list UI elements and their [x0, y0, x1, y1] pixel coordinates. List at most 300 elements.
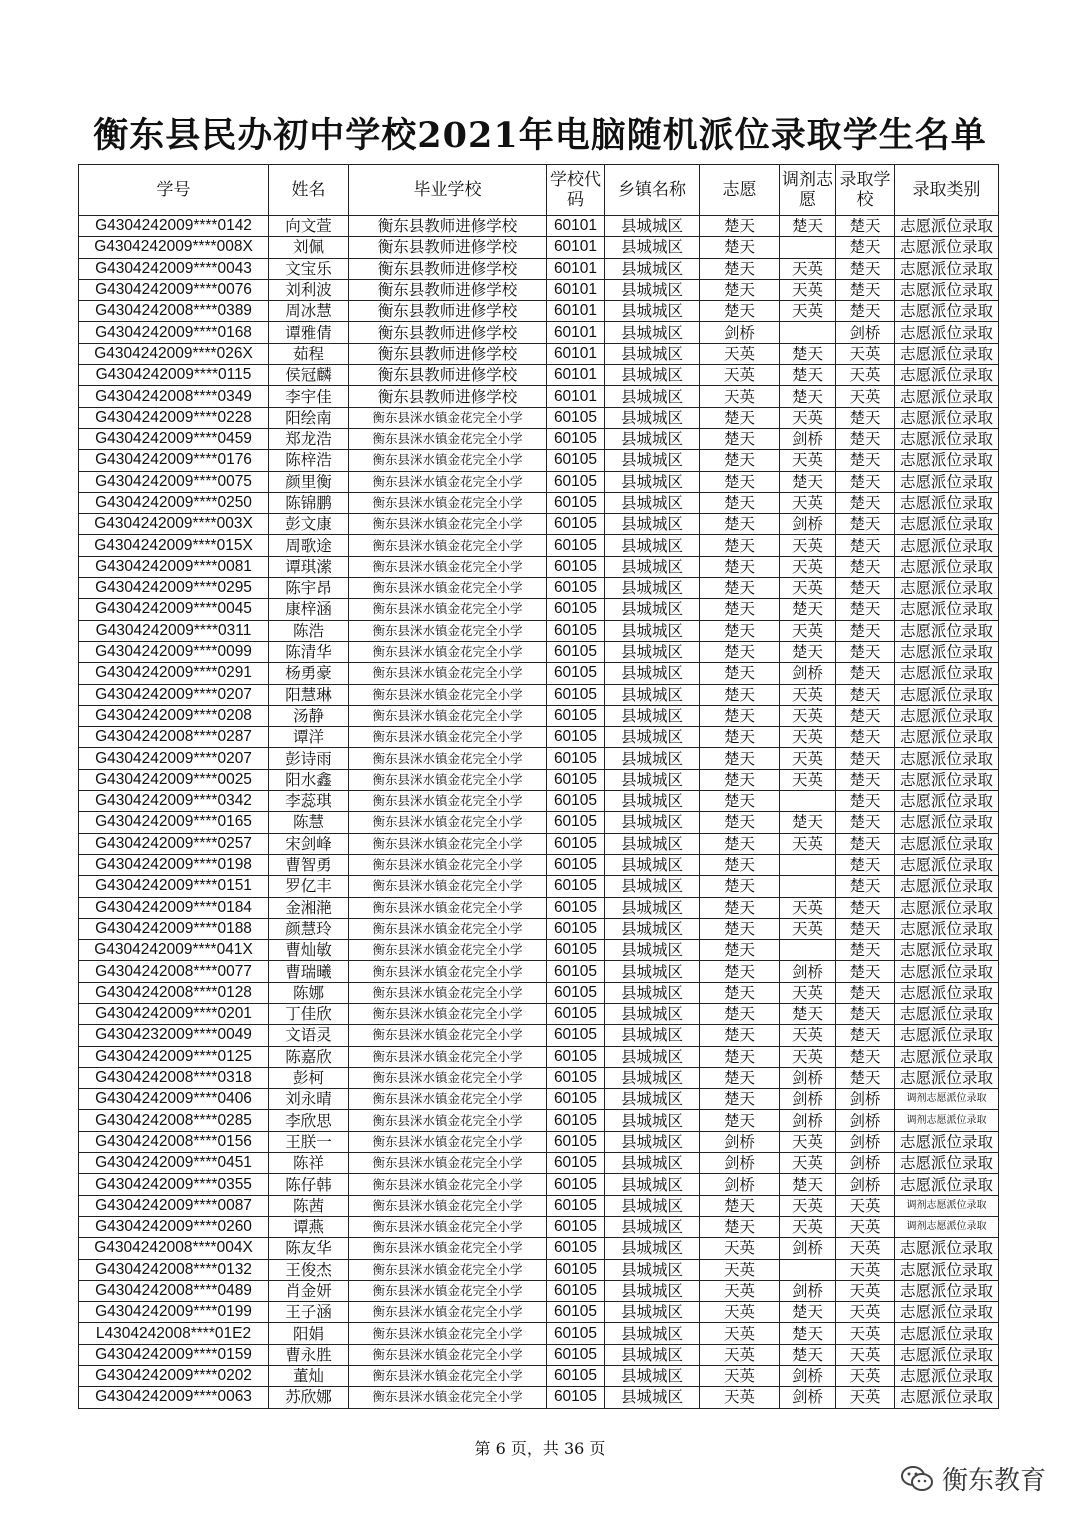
header-student-id: 学号 [79, 165, 269, 216]
cell-school-code: 60105 [547, 1131, 605, 1152]
cell-preference: 楚天 [700, 641, 780, 662]
cell-admission-category: 志愿派位录取 [895, 769, 999, 790]
cell-admission-category: 志愿派位录取 [895, 1280, 999, 1301]
table-row [79, 769, 999, 790]
cell-admission-category: 志愿派位录取 [895, 897, 999, 918]
cell-admission-category: 志愿派位录取 [895, 1174, 999, 1195]
cell-town: 县城城区 [605, 428, 700, 449]
cell-adjusted-preference: 楚天 [780, 641, 836, 662]
watermark [900, 1460, 1046, 1497]
cell-town: 县城城区 [605, 982, 700, 1003]
cell-admission-category: 志愿派位录取 [895, 428, 999, 449]
cell-preference: 天英 [700, 365, 780, 386]
table-row [79, 1110, 999, 1131]
cell-admitted-school: 剑桥 [836, 322, 895, 343]
cell-school-code: 60105 [547, 940, 605, 961]
cell-preference: 楚天 [700, 1110, 780, 1131]
watermark-text: 衡东教育 [941, 1466, 1046, 1496]
cell-preference: 楚天 [700, 854, 780, 875]
cell-admission-category: 志愿派位录取 [895, 492, 999, 513]
cell-admission-category: 志愿派位录取 [895, 1323, 999, 1344]
cell-name: 王俊杰 [269, 1259, 349, 1280]
cell-adjusted-preference: 天英 [780, 705, 836, 726]
cell-school-code: 60105 [547, 1387, 605, 1408]
cell-preference: 楚天 [700, 492, 780, 513]
cell-preference: 楚天 [700, 727, 780, 748]
cell-school-code: 60101 [547, 322, 605, 343]
cell-student-id: G4304242009****0207 [79, 684, 269, 705]
cell-town: 县城城区 [605, 237, 700, 258]
cell-town: 县城城区 [605, 386, 700, 407]
cell-name: 刘永晴 [269, 1089, 349, 1110]
cell-adjusted-preference: 天英 [780, 620, 836, 641]
cell-school-code: 60105 [547, 876, 605, 897]
cell-admitted-school: 天英 [836, 1302, 895, 1323]
cell-town: 县城城区 [605, 1280, 700, 1301]
cell-admitted-school: 楚天 [836, 237, 895, 258]
cell-admission-category: 志愿派位录取 [895, 854, 999, 875]
cell-school-code: 60105 [547, 769, 605, 790]
cell-admission-category: 志愿派位录取 [895, 556, 999, 577]
cell-admitted-school: 天英 [836, 1366, 895, 1387]
cell-student-id: G4304242008****0285 [79, 1110, 269, 1131]
cell-admitted-school: 楚天 [836, 705, 895, 726]
cell-admission-category: 志愿派位录取 [895, 407, 999, 428]
cell-admitted-school: 楚天 [836, 854, 895, 875]
table-row [79, 407, 999, 428]
cell-name: 陈茜 [269, 1195, 349, 1216]
cell-admission-category: 志愿派位录取 [895, 1238, 999, 1259]
cell-admission-category: 志愿派位录取 [895, 258, 999, 279]
cell-graduation-school: 衡东县洣水镇金花完全小学 [349, 578, 547, 599]
cell-adjusted-preference: 楚天 [780, 1323, 836, 1344]
cell-preference: 楚天 [700, 301, 780, 322]
cell-graduation-school: 衡东县洣水镇金花完全小学 [349, 727, 547, 748]
cell-admitted-school: 剑桥 [836, 1089, 895, 1110]
cell-student-id: G4304242008****0489 [79, 1280, 269, 1301]
cell-preference: 楚天 [700, 748, 780, 769]
cell-adjusted-preference [780, 322, 836, 343]
cell-name: 谭琪潆 [269, 556, 349, 577]
cell-name: 陈梓浩 [269, 450, 349, 471]
cell-preference: 楚天 [700, 620, 780, 641]
cell-town: 县城城区 [605, 705, 700, 726]
cell-adjusted-preference: 天英 [780, 897, 836, 918]
wechat-icon [900, 1465, 934, 1493]
table-row [79, 854, 999, 875]
cell-admitted-school: 楚天 [836, 1067, 895, 1088]
cell-admission-category: 志愿派位录取 [895, 365, 999, 386]
cell-student-id: G4304242009****0025 [79, 769, 269, 790]
cell-adjusted-preference: 剑桥 [780, 1366, 836, 1387]
cell-school-code: 60105 [547, 918, 605, 939]
cell-adjusted-preference: 楚天 [780, 386, 836, 407]
cell-admitted-school: 楚天 [836, 471, 895, 492]
cell-student-id: G4304242009****026X [79, 343, 269, 364]
header-admitted-school: 录取学校 [836, 165, 895, 216]
cell-school-code: 60101 [547, 365, 605, 386]
cell-student-id: G4304242009****0125 [79, 1046, 269, 1067]
cell-admitted-school: 天英 [836, 1216, 895, 1237]
cell-student-id: G4304242008****0318 [79, 1067, 269, 1088]
cell-town: 县城城区 [605, 1174, 700, 1195]
cell-graduation-school: 衡东县洣水镇金花完全小学 [349, 812, 547, 833]
cell-name: 陈宇昂 [269, 578, 349, 599]
cell-graduation-school: 衡东县洣水镇金花完全小学 [349, 1046, 547, 1067]
cell-adjusted-preference: 剑桥 [780, 961, 836, 982]
cell-admission-category: 志愿派位录取 [895, 386, 999, 407]
cell-town: 县城城区 [605, 1195, 700, 1216]
cell-name: 陈浩 [269, 620, 349, 641]
cell-student-id: G4304242009****0201 [79, 1003, 269, 1024]
table-row [79, 386, 999, 407]
cell-name: 李欣思 [269, 1110, 349, 1131]
cell-name: 文语灵 [269, 1025, 349, 1046]
table-row [79, 1067, 999, 1088]
cell-graduation-school: 衡东县洣水镇金花完全小学 [349, 641, 547, 662]
cell-student-id: G4304242009****0199 [79, 1302, 269, 1323]
table-row [79, 578, 999, 599]
table-row [79, 982, 999, 1003]
table-row [79, 1302, 999, 1323]
cell-school-code: 60105 [547, 535, 605, 556]
cell-town: 县城城区 [605, 918, 700, 939]
cell-adjusted-preference: 楚天 [780, 471, 836, 492]
cell-school-code: 60105 [547, 1174, 605, 1195]
cell-name: 阳水鑫 [269, 769, 349, 790]
cell-adjusted-preference: 剑桥 [780, 1110, 836, 1131]
cell-preference: 楚天 [700, 1195, 780, 1216]
cell-student-id: G4304242008****0132 [79, 1259, 269, 1280]
cell-student-id: G4304242008****0077 [79, 961, 269, 982]
cell-graduation-school: 衡东县教师进修学校 [349, 322, 547, 343]
cell-preference: 楚天 [700, 769, 780, 790]
cell-student-id: G4304242009****0168 [79, 322, 269, 343]
table-row [79, 599, 999, 620]
cell-preference: 楚天 [700, 982, 780, 1003]
cell-student-id: G4304242009****0228 [79, 407, 269, 428]
cell-name: 陈慧 [269, 812, 349, 833]
cell-preference: 剑桥 [700, 1174, 780, 1195]
cell-town: 县城城区 [605, 1323, 700, 1344]
cell-school-code: 60101 [547, 343, 605, 364]
cell-town: 县城城区 [605, 279, 700, 300]
cell-preference: 楚天 [700, 1089, 780, 1110]
cell-school-code: 60105 [547, 1366, 605, 1387]
cell-town: 县城城区 [605, 450, 700, 471]
cell-adjusted-preference: 天英 [780, 279, 836, 300]
cell-name: 王朕一 [269, 1131, 349, 1152]
cell-town: 县城城区 [605, 1046, 700, 1067]
cell-student-id: L4304242008****01E2 [79, 1323, 269, 1344]
cell-student-id: G4304242009****0076 [79, 279, 269, 300]
cell-admitted-school: 楚天 [836, 1025, 895, 1046]
cell-preference: 天英 [700, 1387, 780, 1408]
cell-name: 郑龙浩 [269, 428, 349, 449]
cell-admitted-school: 剑桥 [836, 1174, 895, 1195]
cell-adjusted-preference: 天英 [780, 258, 836, 279]
table-row [79, 1323, 999, 1344]
cell-admitted-school: 楚天 [836, 833, 895, 854]
table-row [79, 876, 999, 897]
cell-town: 县城城区 [605, 727, 700, 748]
cell-admission-category: 志愿派位录取 [895, 748, 999, 769]
cell-graduation-school: 衡东县洣水镇金花完全小学 [349, 791, 547, 812]
cell-school-code: 60105 [547, 705, 605, 726]
cell-town: 县城城区 [605, 1003, 700, 1024]
cell-adjusted-preference: 楚天 [780, 812, 836, 833]
table-row [79, 1238, 999, 1259]
cell-town: 县城城区 [605, 322, 700, 343]
cell-school-code: 60105 [547, 1195, 605, 1216]
cell-student-id: G4304242008****0389 [79, 301, 269, 322]
cell-admission-category: 志愿派位录取 [895, 322, 999, 343]
cell-town: 县城城区 [605, 1089, 700, 1110]
cell-admission-category: 志愿派位录取 [895, 343, 999, 364]
cell-school-code: 60105 [547, 812, 605, 833]
cell-name: 陈清华 [269, 641, 349, 662]
cell-town: 县城城区 [605, 833, 700, 854]
cell-admitted-school: 楚天 [836, 641, 895, 662]
cell-town: 县城城区 [605, 1259, 700, 1280]
table-row [79, 833, 999, 854]
cell-student-id: G4304242009****0260 [79, 1216, 269, 1237]
cell-graduation-school: 衡东县洣水镇金花完全小学 [349, 769, 547, 790]
cell-admitted-school: 天英 [836, 1344, 895, 1365]
cell-name: 阳慧琳 [269, 684, 349, 705]
cell-adjusted-preference: 天英 [780, 301, 836, 322]
cell-admission-category: 志愿派位录取 [895, 791, 999, 812]
table-row [79, 940, 999, 961]
cell-admitted-school: 楚天 [836, 1003, 895, 1024]
cell-preference: 楚天 [700, 940, 780, 961]
cell-name: 陈嘉欣 [269, 1046, 349, 1067]
cell-admission-category: 志愿派位录取 [895, 1003, 999, 1024]
cell-admission-category: 志愿派位录取 [895, 961, 999, 982]
table-row [79, 1174, 999, 1195]
header-preference: 志愿 [700, 165, 780, 216]
cell-name: 彭文康 [269, 514, 349, 535]
cell-preference: 楚天 [700, 961, 780, 982]
cell-student-id: G4304242009****0291 [79, 663, 269, 684]
cell-town: 县城城区 [605, 556, 700, 577]
header-name: 姓名 [269, 165, 349, 216]
cell-town: 县城城区 [605, 876, 700, 897]
cell-student-id: G4304242009****0081 [79, 556, 269, 577]
cell-town: 县城城区 [605, 1131, 700, 1152]
cell-graduation-school: 衡东县洣水镇金花完全小学 [349, 982, 547, 1003]
cell-student-id: G4304242009****0115 [79, 365, 269, 386]
table-row [79, 428, 999, 449]
cell-admission-category: 志愿派位录取 [895, 578, 999, 599]
table-row [79, 365, 999, 386]
cell-adjusted-preference: 楚天 [780, 343, 836, 364]
table-row [79, 684, 999, 705]
cell-school-code: 60105 [547, 791, 605, 812]
table-row [79, 492, 999, 513]
cell-name: 曹灿敏 [269, 940, 349, 961]
table-row [79, 471, 999, 492]
cell-admitted-school: 天英 [836, 1387, 895, 1408]
cell-adjusted-preference: 天英 [780, 407, 836, 428]
table-row [79, 748, 999, 769]
cell-school-code: 60105 [547, 428, 605, 449]
cell-student-id: G4304242009****0250 [79, 492, 269, 513]
cell-preference: 楚天 [700, 237, 780, 258]
cell-school-code: 60105 [547, 1323, 605, 1344]
cell-admitted-school: 剑桥 [836, 1110, 895, 1131]
cell-town: 县城城区 [605, 684, 700, 705]
cell-adjusted-preference: 楚天 [780, 1344, 836, 1365]
cell-school-code: 60105 [547, 1067, 605, 1088]
table-header [79, 165, 999, 216]
cell-admission-category: 志愿派位录取 [895, 279, 999, 300]
cell-adjusted-preference: 楚天 [780, 599, 836, 620]
cell-town: 县城城区 [605, 365, 700, 386]
cell-school-code: 60105 [547, 1302, 605, 1323]
cell-name: 肖金妍 [269, 1280, 349, 1301]
cell-admitted-school: 楚天 [836, 301, 895, 322]
cell-admitted-school: 楚天 [836, 684, 895, 705]
cell-student-id: G4304242008****0128 [79, 982, 269, 1003]
cell-town: 县城城区 [605, 471, 700, 492]
cell-adjusted-preference: 天英 [780, 684, 836, 705]
cell-town: 县城城区 [605, 514, 700, 535]
cell-admitted-school: 楚天 [836, 514, 895, 535]
cell-preference: 剑桥 [700, 322, 780, 343]
cell-student-id: G4304242009****0208 [79, 705, 269, 726]
cell-preference: 楚天 [700, 258, 780, 279]
cell-adjusted-preference: 天英 [780, 918, 836, 939]
cell-adjusted-preference: 天英 [780, 578, 836, 599]
cell-preference: 楚天 [700, 791, 780, 812]
cell-preference: 楚天 [700, 514, 780, 535]
cell-school-code: 60105 [547, 407, 605, 428]
cell-school-code: 60105 [547, 1280, 605, 1301]
cell-name: 刘利波 [269, 279, 349, 300]
cell-student-id: G4304242009****0451 [79, 1153, 269, 1174]
cell-town: 县城城区 [605, 1216, 700, 1237]
cell-school-code: 60105 [547, 982, 605, 1003]
cell-admitted-school: 楚天 [836, 918, 895, 939]
cell-adjusted-preference: 天英 [780, 727, 836, 748]
cell-town: 县城城区 [605, 343, 700, 364]
cell-student-id: G4304242008****0287 [79, 727, 269, 748]
cell-name: 曹永胜 [269, 1344, 349, 1365]
table-row [79, 322, 999, 343]
cell-admission-category: 志愿派位录取 [895, 237, 999, 258]
cell-graduation-school: 衡东县洣水镇金花完全小学 [349, 1025, 547, 1046]
cell-school-code: 60101 [547, 237, 605, 258]
cell-graduation-school: 衡东县洣水镇金花完全小学 [349, 1344, 547, 1365]
cell-graduation-school: 衡东县洣水镇金花完全小学 [349, 897, 547, 918]
cell-name: 杨勇豪 [269, 663, 349, 684]
cell-graduation-school: 衡东县教师进修学校 [349, 279, 547, 300]
page-title: 衡东县民办初中学校2021年电脑随机派位录取学生名单 [93, 115, 987, 156]
cell-school-code: 60105 [547, 641, 605, 662]
cell-school-code: 60105 [547, 897, 605, 918]
cell-town: 县城城区 [605, 940, 700, 961]
cell-town: 县城城区 [605, 1344, 700, 1365]
cell-adjusted-preference: 楚天 [780, 1003, 836, 1024]
cell-town: 县城城区 [605, 791, 700, 812]
cell-town: 县城城区 [605, 620, 700, 641]
cell-graduation-school: 衡东县洣水镇金花完全小学 [349, 1387, 547, 1408]
cell-admission-category: 志愿派位录取 [895, 471, 999, 492]
cell-town: 县城城区 [605, 1238, 700, 1259]
cell-adjusted-preference: 天英 [780, 769, 836, 790]
cell-school-code: 60105 [547, 1110, 605, 1131]
table-row [79, 535, 999, 556]
cell-preference: 楚天 [700, 897, 780, 918]
cell-preference: 天英 [700, 386, 780, 407]
cell-student-id: G4304242009****0198 [79, 854, 269, 875]
cell-admission-category: 志愿派位录取 [895, 1067, 999, 1088]
cell-student-id: G4304242009****0045 [79, 599, 269, 620]
table-row [79, 1259, 999, 1280]
cell-graduation-school: 衡东县洣水镇金花完全小学 [349, 1366, 547, 1387]
cell-admitted-school: 剑桥 [836, 1153, 895, 1174]
cell-preference: 天英 [700, 1238, 780, 1259]
cell-adjusted-preference [780, 1259, 836, 1280]
cell-student-id: G4304242009****0295 [79, 578, 269, 599]
cell-school-code: 60105 [547, 1259, 605, 1280]
cell-admitted-school: 楚天 [836, 982, 895, 1003]
cell-graduation-school: 衡东县洣水镇金花完全小学 [349, 1003, 547, 1024]
cell-preference: 楚天 [700, 1025, 780, 1046]
cell-name: 周歌途 [269, 535, 349, 556]
cell-graduation-school: 衡东县洣水镇金花完全小学 [349, 514, 547, 535]
cell-admission-category: 志愿派位录取 [895, 727, 999, 748]
cell-school-code: 60105 [547, 961, 605, 982]
cell-admission-category: 志愿派位录取 [895, 301, 999, 322]
cell-adjusted-preference: 楚天 [780, 365, 836, 386]
table-row [79, 641, 999, 662]
cell-name: 周冰慧 [269, 301, 349, 322]
cell-admission-category: 志愿派位录取 [895, 1046, 999, 1067]
cell-town: 县城城区 [605, 535, 700, 556]
cell-name: 谭洋 [269, 727, 349, 748]
cell-adjusted-preference [780, 791, 836, 812]
cell-admission-category: 志愿派位录取 [895, 833, 999, 854]
cell-student-id: G4304242009****0151 [79, 876, 269, 897]
cell-graduation-school: 衡东县洣水镇金花完全小学 [349, 1323, 547, 1344]
cell-preference: 楚天 [700, 556, 780, 577]
cell-admitted-school: 天英 [836, 343, 895, 364]
cell-admitted-school: 楚天 [836, 578, 895, 599]
cell-preference: 楚天 [700, 812, 780, 833]
cell-adjusted-preference: 天英 [780, 1131, 836, 1152]
cell-admission-category: 志愿派位录取 [895, 216, 999, 237]
header-graduation-school: 毕业学校 [349, 165, 547, 216]
cell-graduation-school: 衡东县洣水镇金花完全小学 [349, 1195, 547, 1216]
cell-student-id: G4304242009****0342 [79, 791, 269, 812]
cell-name: 谭雅倩 [269, 322, 349, 343]
cell-admitted-school: 剑桥 [836, 1131, 895, 1152]
cell-admitted-school: 楚天 [836, 535, 895, 556]
cell-student-id: G4304242009****0184 [79, 897, 269, 918]
cell-adjusted-preference: 天英 [780, 833, 836, 854]
cell-school-code: 60105 [547, 1025, 605, 1046]
cell-graduation-school: 衡东县洣水镇金花完全小学 [349, 1153, 547, 1174]
cell-graduation-school: 衡东县洣水镇金花完全小学 [349, 663, 547, 684]
cell-adjusted-preference: 天英 [780, 748, 836, 769]
table-row [79, 1195, 999, 1216]
cell-admitted-school: 楚天 [836, 663, 895, 684]
table-row [79, 556, 999, 577]
cell-graduation-school: 衡东县洣水镇金花完全小学 [349, 1067, 547, 1088]
cell-preference: 楚天 [700, 450, 780, 471]
